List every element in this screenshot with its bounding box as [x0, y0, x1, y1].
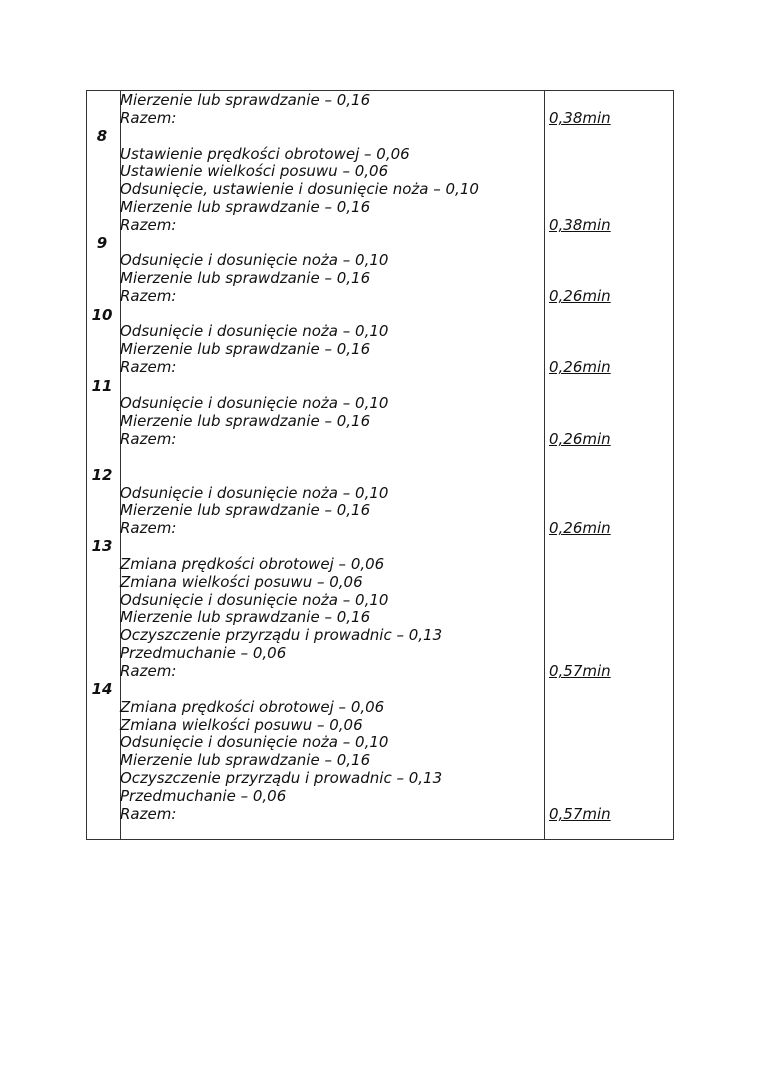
operation-line: Zmiana wielkości posuwu – 0,06 [120, 716, 363, 734]
operation-line: Ustawienie prędkości obrotowej – 0,06 [120, 145, 410, 163]
row-number: 10 [91, 306, 113, 324]
total-label: Razem: [120, 662, 177, 680]
row-number: 8 [96, 127, 108, 145]
row-number: 12 [91, 466, 113, 484]
operation-line: Mierzenie lub sprawdzanie – 0,16 [120, 608, 371, 626]
operation-line: Mierzenie lub sprawdzanie – 0,16 [120, 501, 371, 519]
operation-line: Mierzenie lub sprawdzanie – 0,16 [120, 198, 371, 216]
operation-line: Mierzenie lub sprawdzanie – 0,16 [120, 412, 371, 430]
total-label: Razem: [120, 358, 177, 376]
operation-line: Odsunięcie i dosunięcie noża – 0,10 [120, 251, 389, 269]
operation-line: Odsunięcie, ustawienie i dosunięcie noża – 0,10 [120, 180, 479, 198]
operation-line: Odsunięcie i dosunięcie noża – 0,10 [120, 591, 389, 609]
operation-line: Mierzenie lub sprawdzanie – 0,16 [120, 340, 371, 358]
total-label: Razem: [120, 109, 177, 127]
operation-line: Zmiana wielkości posuwu – 0,06 [120, 573, 363, 591]
total-time: 0,26min [549, 519, 611, 537]
total-time: 0,57min [549, 662, 611, 680]
total-time: 0,38min [549, 216, 611, 234]
total-time: 0,26min [549, 358, 611, 376]
total-time: 0,26min [549, 287, 611, 305]
row-number: 14 [91, 680, 113, 698]
row-number: 13 [91, 537, 113, 555]
operation-line: Mierzenie lub sprawdzanie – 0,16 [120, 91, 371, 109]
column-divider-time [544, 91, 545, 839]
row-number: 9 [96, 234, 108, 252]
total-time: 0,26min [549, 430, 611, 448]
total-time: 0,57min [549, 805, 611, 823]
operation-line: Odsunięcie i dosunięcie noża – 0,10 [120, 394, 389, 412]
total-label: Razem: [120, 216, 177, 234]
operation-line: Odsunięcie i dosunięcie noża – 0,10 [120, 322, 389, 340]
total-label: Razem: [120, 287, 177, 305]
total-label: Razem: [120, 519, 177, 537]
operation-line: Przedmuchanie – 0,06 [120, 787, 287, 805]
operation-line: Oczyszczenie przyrządu i prowadnic – 0,13 [120, 626, 443, 644]
total-time: 0,38min [549, 109, 611, 127]
operation-line: Mierzenie lub sprawdzanie – 0,16 [120, 269, 371, 287]
operation-line: Zmiana prędkości obrotowej – 0,06 [120, 555, 385, 573]
operation-line: Oczyszczenie przyrządu i prowadnic – 0,13 [120, 769, 443, 787]
total-label: Razem: [120, 805, 177, 823]
row-number: 11 [91, 377, 113, 395]
operation-line: Odsunięcie i dosunięcie noża – 0,10 [120, 484, 389, 502]
total-label: Razem: [120, 430, 177, 448]
operation-line: Zmiana prędkości obrotowej – 0,06 [120, 698, 385, 716]
operation-line: Mierzenie lub sprawdzanie – 0,16 [120, 751, 371, 769]
operation-line: Odsunięcie i dosunięcie noża – 0,10 [120, 733, 389, 751]
operation-line: Przedmuchanie – 0,06 [120, 644, 287, 662]
operation-line: Ustawienie wielkości posuwu – 0,06 [120, 162, 389, 180]
